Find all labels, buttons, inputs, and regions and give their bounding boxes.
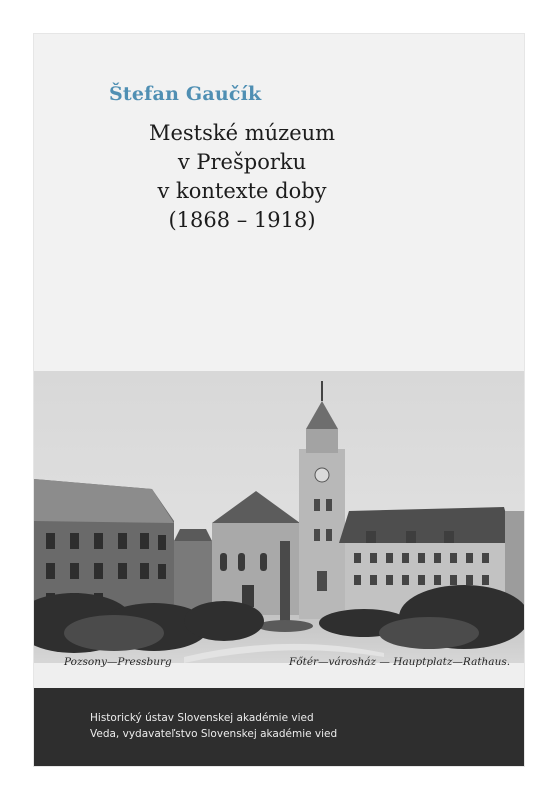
photo-caption-right: Főtér—városház — Hauptplatz—Rathaus. [289, 656, 511, 668]
historic-postcard-photo [34, 371, 524, 689]
book-cover [34, 34, 524, 766]
title-line: (1868 – 1918) [168, 208, 316, 232]
photo-caption-left: Pozsony—Pressburg [64, 656, 172, 668]
title-line: v Prešporku [177, 150, 307, 174]
author-name: Štefan Gaučík [109, 83, 262, 105]
publisher-line: Veda, vydavateľstvo Slovenskej akadémie vied [90, 728, 338, 740]
title-line: v kontexte doby [157, 179, 327, 203]
book-title [92, 119, 392, 235]
publisher-line: Historický ústav Slovenskej akadémie vied [90, 712, 314, 724]
title-line: Mestské múzeum [148, 121, 336, 145]
publisher-band [34, 688, 524, 766]
town-hall-square-illustration [34, 371, 524, 689]
